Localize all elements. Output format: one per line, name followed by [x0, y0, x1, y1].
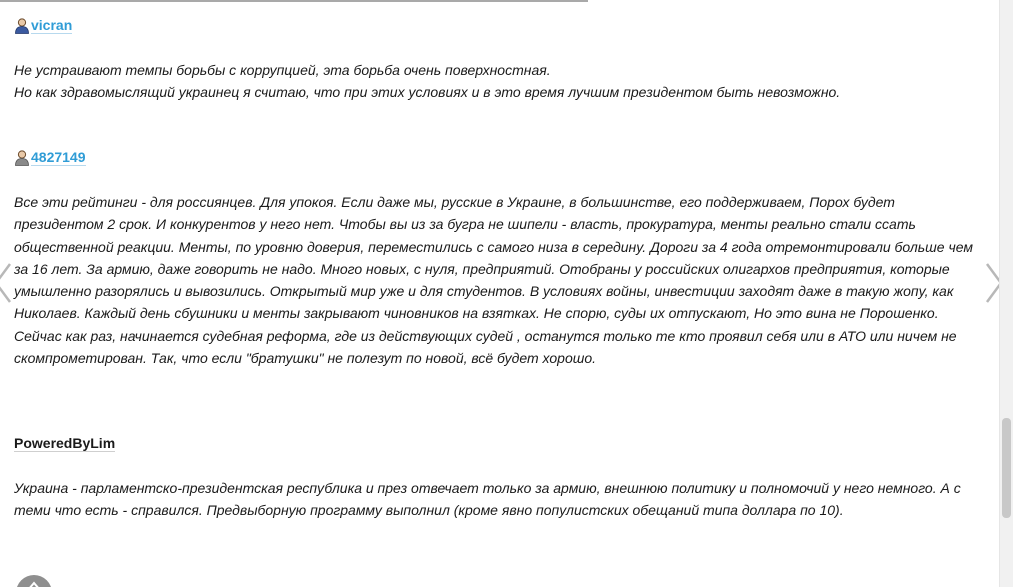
chevron-up-icon	[26, 581, 42, 587]
comment-body	[14, 477, 974, 522]
chevron-left-icon[interactable]	[0, 262, 14, 304]
comment-author-link[interactable]: PoweredByLim	[14, 434, 116, 451]
comment-paragraph: Украина - парламентско-президентская республика и през отвечает только за армию, внешнюю политику и полномочий у него немного. А с теми что есть - справился. Предвыборную программу выполнил (кроме явно популистских обещаний типа доллара по 10).	[14, 480, 961, 519]
comment-author-row	[14, 15, 974, 35]
scrollbar-thumb[interactable]	[1002, 418, 1011, 518]
top-divider	[0, 0, 588, 2]
comment-author-link[interactable]: vicran	[31, 16, 73, 33]
comment-author-link[interactable]: 4827149	[31, 148, 86, 165]
comment-author-row	[14, 433, 974, 453]
comment-body	[14, 191, 974, 369]
user-icon	[14, 149, 30, 166]
scrollbar[interactable]	[999, 0, 1013, 587]
comment	[14, 15, 974, 104]
user-icon	[14, 17, 30, 34]
comment	[14, 433, 974, 522]
comment	[14, 147, 974, 369]
scroll-top-button[interactable]	[16, 575, 52, 587]
comment-author-row	[14, 147, 974, 167]
comment-paragraph: Но как здравомыслящий украинец я считаю, что при этих условиях и в это время лучшим президентом быть невозможно.	[14, 84, 841, 101]
comment-body	[14, 59, 974, 104]
comment-paragraph: Все эти рейтинги - для россиянцев. Для упокоя. Если даже мы, русские в Украине, в большинстве, его поддерживаем, Порох будет президентом 2 срок. И конкурентов у него нет. Чтобы вы из за бугра не шипели - власть, прокуратура, менты реально стали ссать общественной реакции. Менты, по уровню доверия, переместились с самого низа в середину. Дороги за 4 года отремонтировали больше чем за 16 лет. За армию, даже говорить не надо. Много новых, с нуля, предприятий. Отобраны у российских олигархов предприятия, которые умышленно разорялись и вывозились. Открытый мир уже и для студентов. В условиях войны, инвестиции заходят даже в такую жопу, как Николаев. Каждый день сбушники и менты закрывают чиновников на взятках. Не спорю, суды их отпускают, Но это вина не Порошенко. Сейчас как раз, начинается судебная реформа, где из действующих судей , останутся только те кто проявил себя или в АТО или ничем не скомпрометирован. Так, что если "братушки" не полезут по новой, всё будет хорошо.	[14, 194, 973, 367]
comment-paragraph: Не устраивают темпы борьбы с коррупцией, эта борьба очень поверхностная.	[14, 62, 551, 78]
